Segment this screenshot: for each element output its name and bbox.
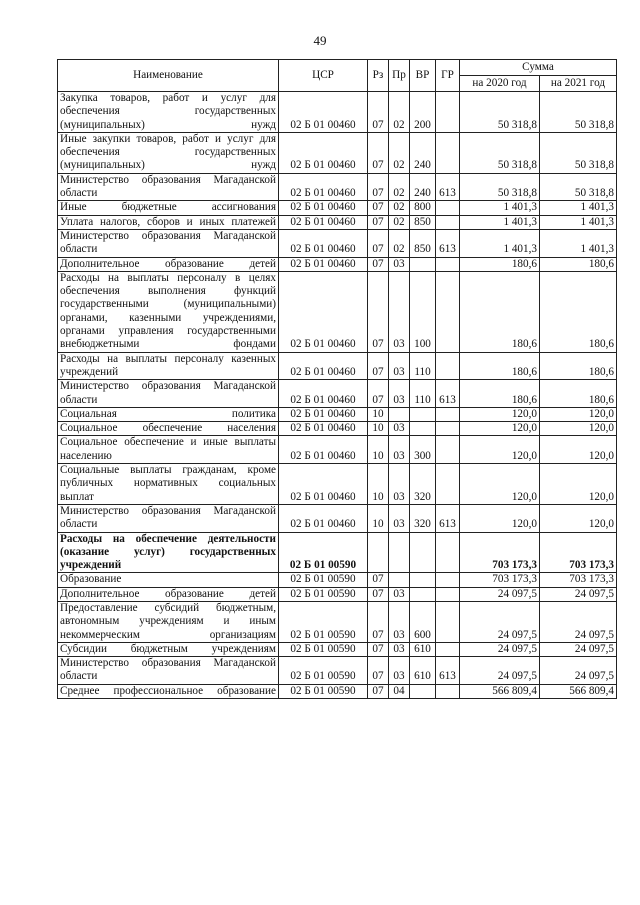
cell-sum-2020: 180,6 <box>460 352 540 380</box>
cell-sum-2020: 24 097,5 <box>460 601 540 642</box>
cell-pr <box>389 407 410 421</box>
cell-name: Социальное обеспечение и иные выплаты населению <box>58 436 279 464</box>
cell-rz: 07 <box>368 173 389 201</box>
cell-sum-2021: 24 097,5 <box>540 587 617 601</box>
cell-sum-2020: 703 173,3 <box>460 532 540 573</box>
cell-vr <box>410 257 436 271</box>
cell-gr <box>436 407 460 421</box>
cell-pr: 03 <box>389 422 410 436</box>
cell-name: Иные бюджетные ассигнования <box>58 201 279 215</box>
cell-csr: 02 Б 01 00460 <box>279 436 368 464</box>
cell-vr <box>410 532 436 573</box>
cell-sum-2020: 24 097,5 <box>460 642 540 656</box>
header-pr: Пр <box>389 60 410 92</box>
cell-sum-2021: 24 097,5 <box>540 657 617 685</box>
cell-sum-2020: 180,6 <box>460 271 540 352</box>
cell-rz: 07 <box>368 132 389 173</box>
cell-gr <box>436 587 460 601</box>
cell-sum-2020: 703 173,3 <box>460 573 540 587</box>
cell-csr: 02 Б 01 00460 <box>279 407 368 421</box>
cell-name: Иные закупки товаров, работ и услуг для обеспечения государственных (муниципальных) нужд <box>58 132 279 173</box>
cell-pr <box>389 532 410 573</box>
cell-name: Дополнительное образование детей <box>58 587 279 601</box>
cell-sum-2021: 180,6 <box>540 352 617 380</box>
table-row <box>58 684 617 698</box>
cell-csr: 02 Б 01 00590 <box>279 573 368 587</box>
cell-pr: 03 <box>389 657 410 685</box>
cell-gr: 613 <box>436 380 460 408</box>
cell-rz: 07 <box>368 215 389 229</box>
cell-gr <box>436 532 460 573</box>
cell-name: Расходы на обеспечение деятельности (оказание услуг) государственных учреждений <box>58 532 279 573</box>
cell-csr: 02 Б 01 00460 <box>279 257 368 271</box>
cell-sum-2021: 50 318,8 <box>540 92 617 133</box>
cell-sum-2021: 180,6 <box>540 257 617 271</box>
cell-vr: 300 <box>410 436 436 464</box>
budget-table <box>57 59 617 699</box>
cell-sum-2021: 50 318,8 <box>540 132 617 173</box>
header-gr: ГР <box>436 60 460 92</box>
cell-pr: 03 <box>389 601 410 642</box>
cell-vr: 800 <box>410 201 436 215</box>
cell-rz: 07 <box>368 684 389 698</box>
cell-sum-2020: 120,0 <box>460 436 540 464</box>
cell-rz: 07 <box>368 92 389 133</box>
cell-rz: 10 <box>368 422 389 436</box>
cell-rz: 07 <box>368 257 389 271</box>
table-row <box>58 464 617 505</box>
cell-rz: 07 <box>368 352 389 380</box>
cell-gr <box>436 601 460 642</box>
cell-gr <box>436 684 460 698</box>
page-number: 49 <box>313 33 327 48</box>
cell-pr: 03 <box>389 587 410 601</box>
cell-pr: 02 <box>389 132 410 173</box>
cell-name: Дополнительное образование детей <box>58 257 279 271</box>
header-name: Наименование <box>58 60 279 92</box>
cell-csr: 02 Б 01 00460 <box>279 380 368 408</box>
table-row <box>58 657 617 685</box>
table-row <box>58 407 617 421</box>
cell-sum-2021: 1 401,3 <box>540 215 617 229</box>
cell-vr: 240 <box>410 173 436 201</box>
cell-csr: 02 Б 01 00460 <box>279 229 368 257</box>
cell-csr: 02 Б 01 00460 <box>279 173 368 201</box>
cell-vr: 320 <box>410 504 436 532</box>
header-year-2020: на 2020 год <box>460 76 540 92</box>
cell-pr: 03 <box>389 642 410 656</box>
cell-sum-2021: 1 401,3 <box>540 201 617 215</box>
cell-gr <box>436 215 460 229</box>
cell-vr: 100 <box>410 271 436 352</box>
cell-rz: 10 <box>368 436 389 464</box>
cell-csr: 02 Б 01 00460 <box>279 271 368 352</box>
cell-name: Министерство образования Магаданской области <box>58 173 279 201</box>
cell-sum-2021: 120,0 <box>540 436 617 464</box>
cell-gr <box>436 352 460 380</box>
cell-name: Министерство образования Магаданской области <box>58 380 279 408</box>
cell-sum-2021: 180,6 <box>540 380 617 408</box>
cell-pr: 02 <box>389 201 410 215</box>
cell-gr <box>436 257 460 271</box>
cell-sum-2020: 1 401,3 <box>460 229 540 257</box>
cell-pr: 02 <box>389 215 410 229</box>
cell-csr: 02 Б 01 00460 <box>279 504 368 532</box>
cell-csr: 02 Б 01 00590 <box>279 587 368 601</box>
cell-gr <box>436 271 460 352</box>
cell-name: Образование <box>58 573 279 587</box>
header-csr: ЦСР <box>279 60 368 92</box>
cell-sum-2021: 120,0 <box>540 407 617 421</box>
cell-vr <box>410 422 436 436</box>
cell-name: Субсидии бюджетным учреждениям <box>58 642 279 656</box>
cell-sum-2021: 703 173,3 <box>540 532 617 573</box>
cell-csr: 02 Б 01 00460 <box>279 464 368 505</box>
cell-sum-2020: 1 401,3 <box>460 201 540 215</box>
cell-vr: 110 <box>410 380 436 408</box>
cell-pr: 03 <box>389 257 410 271</box>
cell-csr: 02 Б 01 00460 <box>279 92 368 133</box>
table-row <box>58 422 617 436</box>
table-row <box>58 642 617 656</box>
cell-vr: 850 <box>410 215 436 229</box>
cell-sum-2020: 120,0 <box>460 407 540 421</box>
cell-sum-2020: 1 401,3 <box>460 215 540 229</box>
cell-name: Министерство образования Магаданской области <box>58 657 279 685</box>
cell-gr <box>436 422 460 436</box>
cell-name: Социальные выплаты гражданам, кроме публичных нормативных социальных выплат <box>58 464 279 505</box>
cell-name: Закупка товаров, работ и услуг для обеспечения государственных (муниципальных) нужд <box>58 92 279 133</box>
cell-rz: 07 <box>368 601 389 642</box>
cell-vr <box>410 587 436 601</box>
table-row <box>58 352 617 380</box>
header-year-2021: на 2021 год <box>540 76 617 92</box>
cell-vr <box>410 684 436 698</box>
cell-gr: 613 <box>436 173 460 201</box>
cell-gr <box>436 642 460 656</box>
cell-csr: 02 Б 01 00460 <box>279 201 368 215</box>
cell-name: Министерство образования Магаданской области <box>58 229 279 257</box>
cell-rz: 07 <box>368 657 389 685</box>
table-row <box>58 573 617 587</box>
cell-vr: 610 <box>410 642 436 656</box>
cell-rz: 07 <box>368 380 389 408</box>
cell-sum-2020: 120,0 <box>460 422 540 436</box>
header-vr: ВР <box>410 60 436 92</box>
cell-rz: 10 <box>368 504 389 532</box>
cell-rz: 10 <box>368 464 389 505</box>
table-row <box>58 587 617 601</box>
cell-vr: 600 <box>410 601 436 642</box>
cell-pr: 03 <box>389 436 410 464</box>
cell-sum-2020: 120,0 <box>460 464 540 505</box>
cell-vr: 610 <box>410 657 436 685</box>
cell-sum-2020: 566 809,4 <box>460 684 540 698</box>
table-row <box>58 229 617 257</box>
cell-vr: 110 <box>410 352 436 380</box>
table-row <box>58 173 617 201</box>
cell-name: Расходы на выплаты персоналу казенных учреждений <box>58 352 279 380</box>
cell-sum-2020: 50 318,8 <box>460 132 540 173</box>
cell-sum-2021: 120,0 <box>540 504 617 532</box>
cell-sum-2021: 703 173,3 <box>540 573 617 587</box>
cell-sum-2020: 50 318,8 <box>460 92 540 133</box>
cell-rz: 07 <box>368 271 389 352</box>
cell-sum-2021: 566 809,4 <box>540 684 617 698</box>
table-row <box>58 271 617 352</box>
cell-csr: 02 Б 01 00590 <box>279 642 368 656</box>
cell-name: Уплата налогов, сборов и иных платежей <box>58 215 279 229</box>
cell-csr: 02 Б 01 00460 <box>279 352 368 380</box>
cell-gr <box>436 464 460 505</box>
cell-sum-2021: 24 097,5 <box>540 601 617 642</box>
cell-csr: 02 Б 01 00590 <box>279 601 368 642</box>
table-row <box>58 132 617 173</box>
cell-pr: 04 <box>389 684 410 698</box>
cell-pr: 03 <box>389 271 410 352</box>
cell-csr: 02 Б 01 00590 <box>279 532 368 573</box>
header-rz: Рз <box>368 60 389 92</box>
cell-rz: 07 <box>368 642 389 656</box>
cell-gr <box>436 436 460 464</box>
cell-pr <box>389 573 410 587</box>
cell-pr: 03 <box>389 504 410 532</box>
cell-rz: 07 <box>368 201 389 215</box>
cell-pr: 03 <box>389 352 410 380</box>
cell-sum-2021: 24 097,5 <box>540 642 617 656</box>
table-row <box>58 504 617 532</box>
cell-sum-2021: 50 318,8 <box>540 173 617 201</box>
table-row <box>58 92 617 133</box>
cell-vr <box>410 407 436 421</box>
table-header <box>58 60 617 92</box>
cell-gr <box>436 132 460 173</box>
cell-name: Социальная политика <box>58 407 279 421</box>
table-row <box>58 201 617 215</box>
cell-sum-2020: 120,0 <box>460 504 540 532</box>
cell-csr: 02 Б 01 00460 <box>279 422 368 436</box>
cell-sum-2020: 180,6 <box>460 257 540 271</box>
table-body <box>58 92 617 699</box>
cell-pr: 02 <box>389 229 410 257</box>
cell-name: Социальное обеспечение населения <box>58 422 279 436</box>
cell-csr: 02 Б 01 00590 <box>279 684 368 698</box>
cell-sum-2021: 1 401,3 <box>540 229 617 257</box>
cell-rz: 07 <box>368 573 389 587</box>
cell-csr: 02 Б 01 00460 <box>279 132 368 173</box>
cell-name: Министерство образования Магаданской области <box>58 504 279 532</box>
cell-name: Среднее профессиональное образование <box>58 684 279 698</box>
cell-sum-2020: 180,6 <box>460 380 540 408</box>
cell-rz: 07 <box>368 587 389 601</box>
cell-vr: 240 <box>410 132 436 173</box>
cell-sum-2021: 120,0 <box>540 422 617 436</box>
cell-csr: 02 Б 01 00460 <box>279 215 368 229</box>
table-row <box>58 380 617 408</box>
header-sum: Сумма <box>460 60 617 76</box>
cell-gr: 613 <box>436 229 460 257</box>
cell-sum-2021: 120,0 <box>540 464 617 505</box>
cell-name: Предоставление субсидий бюджетным, автономным учреждениям и иным некоммерческим организациям <box>58 601 279 642</box>
cell-sum-2020: 24 097,5 <box>460 657 540 685</box>
cell-vr: 850 <box>410 229 436 257</box>
cell-vr: 320 <box>410 464 436 505</box>
cell-pr: 03 <box>389 380 410 408</box>
cell-gr: 613 <box>436 504 460 532</box>
cell-rz: 07 <box>368 229 389 257</box>
cell-rz: 10 <box>368 407 389 421</box>
table-row <box>58 601 617 642</box>
cell-name: Расходы на выплаты персоналу в целях обеспечения выполнения функций государственными (муниципальными) органами, казенными учреждениями, органами управления государственными внебюджетными фондами <box>58 271 279 352</box>
cell-sum-2021: 180,6 <box>540 271 617 352</box>
cell-sum-2020: 50 318,8 <box>460 173 540 201</box>
table-row <box>58 532 617 573</box>
cell-pr: 02 <box>389 92 410 133</box>
cell-gr: 613 <box>436 657 460 685</box>
cell-pr: 03 <box>389 464 410 505</box>
table-row <box>58 257 617 271</box>
cell-pr: 02 <box>389 173 410 201</box>
cell-gr <box>436 573 460 587</box>
cell-gr <box>436 201 460 215</box>
cell-vr <box>410 573 436 587</box>
cell-gr <box>436 92 460 133</box>
cell-vr: 200 <box>410 92 436 133</box>
table-row <box>58 215 617 229</box>
cell-csr: 02 Б 01 00590 <box>279 657 368 685</box>
table-row <box>58 436 617 464</box>
cell-rz <box>368 532 389 573</box>
cell-sum-2020: 24 097,5 <box>460 587 540 601</box>
